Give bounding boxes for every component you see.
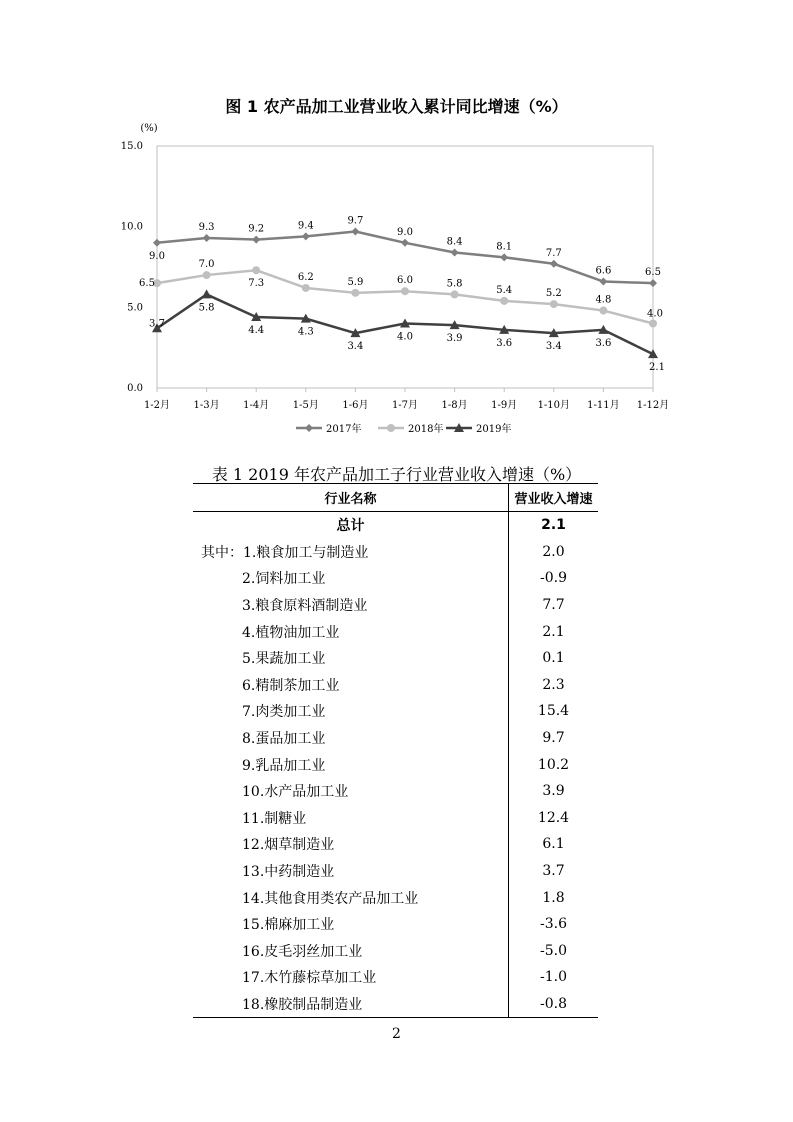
- data-label: 6.0: [397, 275, 413, 287]
- data-label: 3.7: [149, 318, 165, 330]
- industry-name: 5.果蔬加工业: [193, 645, 509, 672]
- data-label: 3.4: [545, 341, 562, 353]
- data-label: 9.2: [248, 223, 265, 235]
- data-label: 4.3: [297, 326, 314, 338]
- data-label: 8.4: [446, 236, 463, 248]
- industry-name: 4.植物油加工业: [193, 618, 509, 645]
- legend-label: 2017年: [326, 424, 362, 435]
- table-row: [193, 592, 598, 619]
- growth-value: 2.1: [541, 517, 566, 534]
- industry-name: 16.皮毛羽丝加工业: [193, 938, 509, 965]
- x-tick-label: 1-2月: [143, 400, 171, 411]
- data-label: 3.6: [496, 337, 513, 349]
- diamond-marker: [451, 248, 459, 256]
- table-header-row: [193, 484, 598, 512]
- table-row: [193, 698, 598, 725]
- data-label: 4.8: [595, 294, 612, 306]
- growth-value: 10.2: [537, 756, 570, 773]
- industry-name: 15.棉麻加工业: [193, 911, 509, 938]
- growth-value: 0.1: [542, 650, 565, 667]
- data-label: 9.0: [149, 250, 165, 262]
- x-tick-label: 1-10月: [537, 400, 571, 411]
- y-tick-label: 5.0: [127, 302, 143, 314]
- data-label: 5.9: [347, 276, 364, 288]
- plot-area-border: [157, 146, 653, 388]
- growth-value: -1.0: [540, 969, 567, 986]
- circle-marker: [550, 300, 558, 308]
- data-label: 2.1: [649, 362, 665, 374]
- data-label: 4.0: [397, 331, 413, 343]
- x-tick-label: 1-12月: [636, 400, 670, 411]
- data-label: 5.2: [545, 288, 562, 300]
- x-tick-label: 1-6月: [342, 400, 369, 411]
- industry-name: 10.水产品加工业: [193, 778, 509, 805]
- circle-marker: [401, 287, 409, 295]
- table-row: [193, 539, 598, 566]
- circle-marker: [302, 284, 310, 292]
- y-tick-label: 10.0: [120, 221, 143, 233]
- diamond-marker: [550, 260, 558, 268]
- legend-label: 2019年: [476, 424, 512, 435]
- growth-value: -0.8: [509, 991, 599, 1018]
- circle-marker: [649, 319, 657, 327]
- circle-marker: [500, 297, 508, 305]
- x-tick-label: 1-3月: [193, 400, 220, 411]
- growth-value: -5.0: [540, 942, 567, 959]
- industry-name: 8.蛋品加工业: [193, 725, 509, 752]
- x-tick-label: 1-4月: [243, 400, 270, 411]
- data-label: 6.6: [595, 265, 612, 277]
- circle-marker: [599, 307, 607, 315]
- diamond-marker: [500, 253, 508, 261]
- table-row: [193, 618, 598, 645]
- table-row: [193, 778, 598, 805]
- x-tick-label: 1-5月: [292, 400, 319, 411]
- x-tick-label: 1-8月: [441, 400, 468, 411]
- circle-marker: [451, 290, 459, 298]
- x-tick-label: 1-11月: [587, 400, 620, 411]
- industry-name: 11.制糖业: [193, 805, 509, 832]
- table-row: [193, 645, 598, 672]
- diamond-marker: [599, 278, 607, 286]
- industry-name: 6.精制茶加工业: [193, 672, 509, 699]
- data-label: 5.8: [198, 302, 215, 314]
- table-row: [193, 565, 598, 592]
- data-label: 7.0: [198, 259, 215, 271]
- table-row: [193, 858, 598, 885]
- table-row: [193, 884, 598, 911]
- y-axis-label: (%): [140, 123, 158, 134]
- triangle-marker: [202, 289, 212, 298]
- growth-value: 15.4: [537, 703, 570, 720]
- data-label: 9.7: [347, 215, 364, 227]
- data-label: 5.8: [446, 278, 463, 290]
- table-title: 表 1 2019 年农产品加工子行业营业收入增速（%）: [211, 465, 582, 484]
- data-label: 3.6: [595, 337, 612, 349]
- industry-name: 18.橡胶制品制造业: [193, 991, 509, 1018]
- circle-marker: [387, 424, 395, 432]
- circle-marker: [351, 289, 359, 297]
- legend-label: 2018年: [408, 424, 444, 435]
- y-tick-label: 15.0: [120, 141, 143, 152]
- data-label: 9.4: [297, 220, 314, 232]
- growth-value: 7.7: [542, 597, 565, 614]
- data-label: 6.2: [297, 271, 314, 283]
- industry-name: 17.木竹藤棕草加工业: [193, 964, 509, 991]
- chart-title: 图 1 农产品加工业营业收入累计同比增速（%）: [225, 97, 568, 116]
- diamond-marker: [302, 232, 310, 240]
- diamond-marker: [203, 234, 211, 242]
- data-label: 7.7: [545, 247, 562, 259]
- data-label: 6.5: [645, 267, 661, 279]
- growth-value: -0.9: [540, 570, 567, 587]
- data-label: 7.3: [248, 278, 265, 290]
- industry-name: 3.粮食原料酒制造业: [193, 592, 509, 619]
- circle-marker: [252, 266, 260, 274]
- growth-value: 2.1: [542, 623, 565, 640]
- table-row: [193, 991, 598, 1018]
- table-row-total: [193, 512, 598, 539]
- industry-name: 7.肉类加工业: [193, 698, 509, 725]
- industry-name: 2.饲料加工业: [193, 565, 509, 592]
- circle-marker: [203, 271, 211, 279]
- data-label: 3.4: [347, 341, 364, 353]
- line-chart: [0, 0, 793, 450]
- industry-name: 其中：1.粮食加工与制造业: [193, 539, 509, 566]
- growth-value: -3.6: [540, 916, 567, 933]
- diamond-marker: [305, 424, 313, 432]
- growth-value: 3.7: [542, 863, 565, 880]
- header-industry-name: 行业名称: [193, 484, 509, 512]
- data-label: 5.4: [496, 284, 513, 296]
- growth-value: 12.4: [537, 809, 570, 826]
- data-label: 4.0: [647, 308, 663, 320]
- data-label: 3.9: [446, 333, 463, 345]
- diamond-marker: [649, 279, 657, 287]
- data-label: 9.0: [397, 226, 413, 238]
- table-row: [193, 805, 598, 832]
- table-row: [193, 964, 598, 991]
- growth-value: 9.7: [542, 730, 565, 747]
- diamond-marker: [252, 236, 260, 244]
- industry-name: 12.烟草制造业: [193, 831, 509, 858]
- industry-name: 13.中药制造业: [193, 858, 509, 885]
- diamond-marker: [153, 239, 161, 247]
- table-row: [193, 938, 598, 965]
- data-label: 9.3: [198, 221, 215, 233]
- data-label: 8.1: [496, 241, 513, 253]
- table-row: [193, 751, 598, 778]
- data-label: 6.5: [139, 278, 155, 290]
- growth-value: 1.8: [542, 889, 565, 906]
- growth-value: 6.1: [542, 836, 565, 853]
- diamond-marker: [351, 228, 359, 236]
- page-number: 2: [392, 1026, 401, 1042]
- growth-table: [193, 483, 598, 1018]
- y-tick-label: 0.0: [127, 383, 143, 394]
- data-label: 4.4: [248, 325, 265, 337]
- x-tick-label: 1-9月: [491, 400, 518, 411]
- table-row: [193, 672, 598, 699]
- growth-value: 2.0: [542, 543, 565, 560]
- growth-value: 2.3: [542, 676, 565, 693]
- x-tick-label: 1-7月: [391, 400, 419, 411]
- table-row: [193, 911, 598, 938]
- industry-name: 总计: [193, 512, 509, 539]
- diamond-marker: [401, 239, 409, 247]
- industry-name: 14.其他食用类农产品加工业: [193, 884, 509, 911]
- table-row: [193, 831, 598, 858]
- header-revenue-growth: 营业收入增速: [509, 484, 599, 512]
- industry-name: 9.乳品加工业: [193, 751, 509, 778]
- growth-value: 3.9: [542, 783, 565, 800]
- table-row: [193, 725, 598, 752]
